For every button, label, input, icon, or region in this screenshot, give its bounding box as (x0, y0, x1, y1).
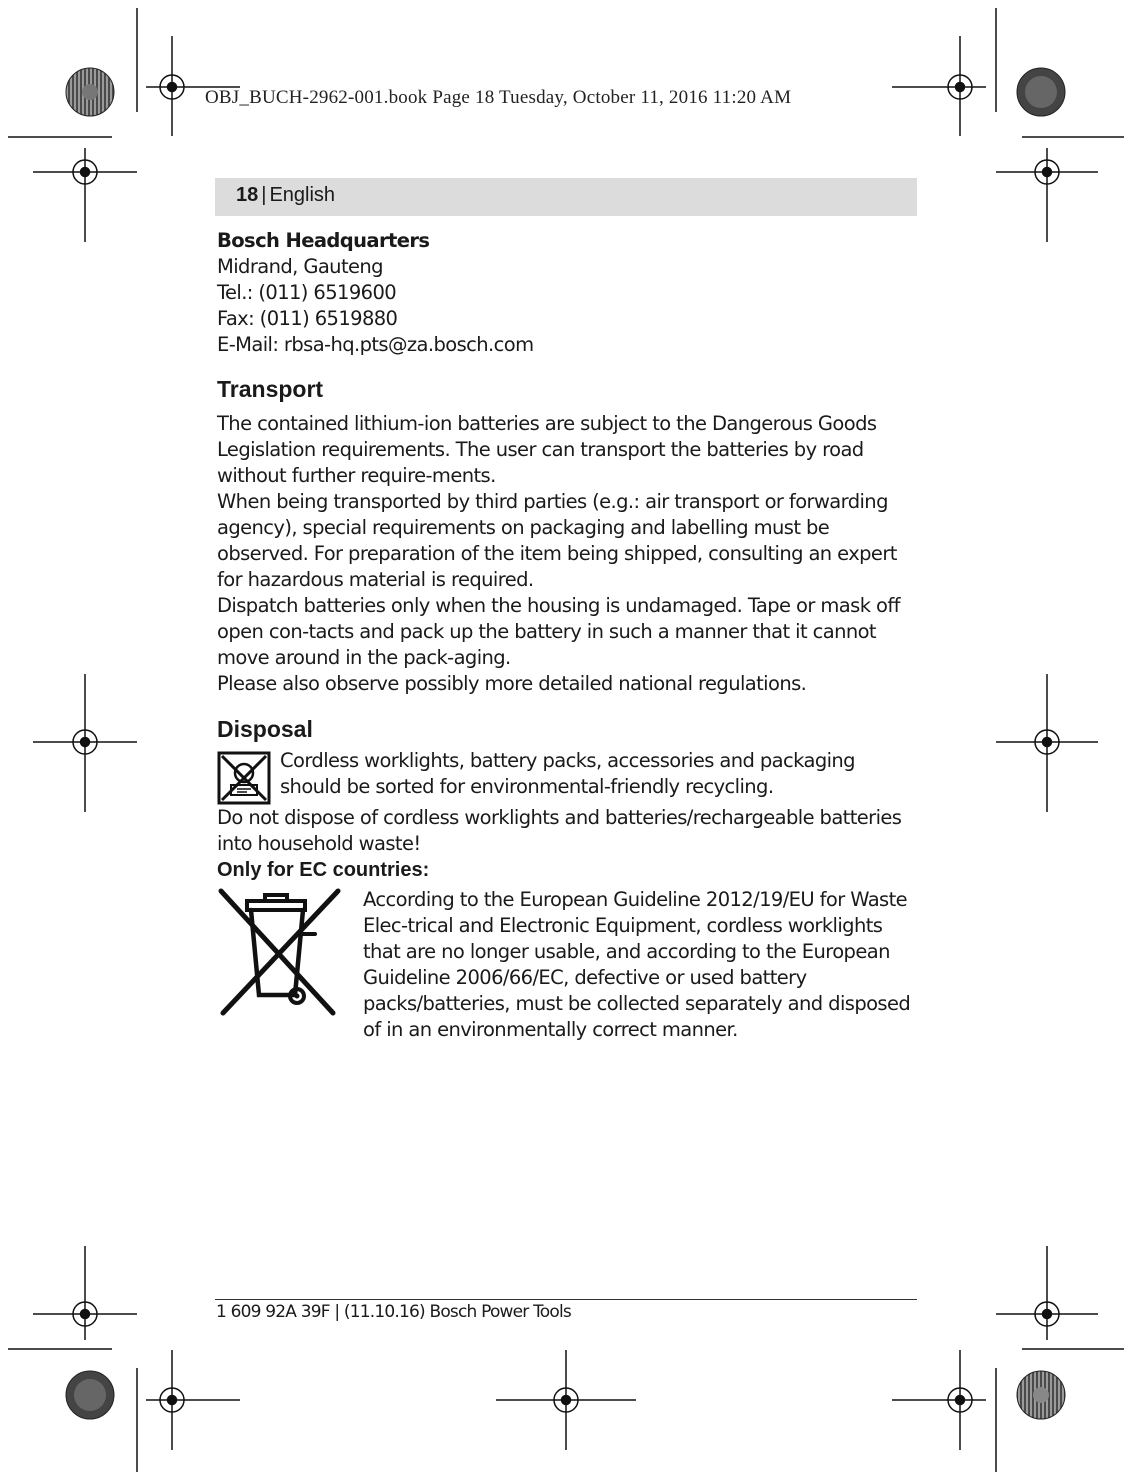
registration-mark-icon (146, 1350, 240, 1450)
header-separator: | (261, 184, 267, 206)
ec-disposal-text: According to the European Guideline 2012/19/EU for Waste Elec-trical and Electronic Equipment, cordless worklights that are no longer usable, and according to the European Guideline 2006/66/EC, defective or used battery packs/batteries, must be collected separately and disposed of in an environmentally correct manner. (363, 888, 911, 1041)
transport-heading: Transport (217, 376, 324, 402)
color-calibration-wheel-icon (1017, 1371, 1065, 1419)
household-waste-warning: Do not dispose of cordless worklights and batteries/rechargeable batteries into household waste! (217, 806, 902, 855)
color-calibration-wheel-icon (66, 1371, 114, 1419)
page-number: 18 (236, 184, 259, 206)
hq-city: Midrand, Gauteng (217, 255, 383, 278)
page-footer: 1 609 92A 39F | (11.10.16) Bosch Power Tools (216, 1302, 571, 1322)
ec-disposal-note (217, 887, 917, 1043)
registration-mark-icon (996, 148, 1098, 242)
registration-mark-icon (33, 674, 137, 812)
header-language: English (269, 184, 336, 206)
crossed-out-wheelie-bin-icon (217, 887, 342, 1017)
hq-fax: Fax: (011) 6519880 (217, 307, 398, 330)
registration-mark-icon (33, 148, 137, 242)
recycle-sort-icon (217, 751, 271, 805)
registration-mark-icon (892, 36, 986, 136)
transport-para-2: When being transported by third parties (e.g.: air transport or forwarding agency), special requirements on packaging and labelling must be observed. For preparation of the item being shipped, consulting an expert for hazardous material is required. (217, 490, 897, 591)
recycling-note (217, 748, 917, 805)
print-slug: OBJ_BUCH-2962-001.book Page 18 Tuesday, October 11, 2016 11:20 AM (205, 87, 792, 108)
transport-para-4: Please also observe possibly more detailed national regulations. (217, 672, 807, 695)
main-content (217, 228, 917, 1043)
registration-mark-icon (496, 1350, 636, 1450)
footer-divider (215, 1299, 917, 1300)
registration-mark-icon (146, 36, 240, 136)
ec-countries-heading: Only for EC countries: (217, 859, 430, 881)
hq-email: E-Mail: rbsa-hq.pts@za.bosch.com (217, 333, 534, 356)
registration-mark-icon (33, 1246, 137, 1340)
recycling-text: Cordless worklights, battery packs, accessories and packaging should be sorted for environmental-friendly recycling. (280, 749, 855, 798)
hq-title: Bosch Headquarters (217, 229, 430, 252)
page-header (215, 178, 917, 216)
transport-para-1: The contained lithium-ion batteries are subject to the Dangerous Goods Legislation requirements. The user can transport the batteries by road without further require-ments. (217, 412, 877, 487)
color-calibration-wheel-icon (1017, 68, 1065, 116)
disposal-heading: Disposal (217, 716, 313, 742)
hq-tel: Tel.: (011) 6519600 (217, 281, 397, 304)
registration-mark-icon (892, 1350, 986, 1450)
registration-mark-icon (996, 674, 1098, 812)
color-calibration-wheel-icon (66, 68, 114, 116)
registration-mark-icon (996, 1246, 1098, 1340)
transport-para-3: Dispatch batteries only when the housing is undamaged. Tape or mask off open con-tacts and pack up the battery in such a manner that it cannot move around in the pack-aging. (217, 594, 900, 669)
